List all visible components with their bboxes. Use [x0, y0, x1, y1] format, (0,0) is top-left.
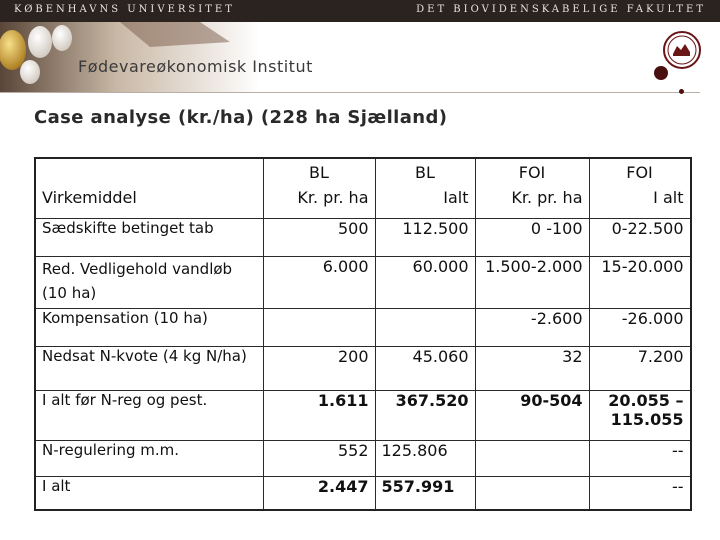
- row-label: Sædskifte betinget tab: [35, 218, 263, 256]
- faculty-name: DET BIOVIDENSKABELIGE FAKULTET: [416, 4, 706, 15]
- table-cell: 112.500: [375, 218, 475, 256]
- table-row: [35, 440, 691, 476]
- row-label: I alt før N-reg og pest.: [35, 390, 263, 440]
- top-banner: [0, 0, 720, 22]
- header-divider: [0, 92, 700, 93]
- table-row: [35, 390, 691, 440]
- table-cell: [475, 440, 589, 476]
- row-label: I alt: [35, 476, 263, 510]
- table-cell: 552: [263, 440, 375, 476]
- table-cell: 200: [263, 346, 375, 390]
- table-header-row-bottom: [35, 188, 691, 218]
- header-cell: FOI: [475, 158, 589, 188]
- row-label: N-regulering m.m.: [35, 440, 263, 476]
- header-cell: BL: [263, 158, 375, 188]
- table-row: [35, 476, 691, 510]
- university-seal-icon: [662, 30, 702, 70]
- header-cell: I alt: [589, 188, 691, 218]
- table-cell: 32: [475, 346, 589, 390]
- university-name: KØBENHAVNS UNIVERSITET: [14, 4, 235, 15]
- table-cell: 15-20.000: [589, 256, 691, 308]
- table-cell: 1.611: [263, 390, 375, 440]
- slide-title: Case analyse (kr./ha) (228 ha Sjælland): [34, 107, 448, 128]
- table-cell: 1.500-2.000: [475, 256, 589, 308]
- row-label: Red. Vedligehold vandløb (10 ha): [35, 256, 263, 308]
- header-cell: FOI: [589, 158, 691, 188]
- table-cell: [475, 476, 589, 510]
- institute-name: Fødevareøkonomisk Institut: [78, 57, 313, 76]
- table-cell: 367.520: [375, 390, 475, 440]
- table-cell: --: [589, 476, 691, 510]
- table-cell: 2.447: [263, 476, 375, 510]
- table-row: [35, 256, 691, 308]
- table-cell: 60.000: [375, 256, 475, 308]
- table-row: [35, 346, 691, 390]
- table-cell: -26.000: [589, 308, 691, 346]
- table-cell: 500: [263, 218, 375, 256]
- decor-dot-small: [679, 89, 684, 94]
- case-analysis-table: [34, 157, 692, 511]
- table-cell: [375, 308, 475, 346]
- table-cell: 7.200: [589, 346, 691, 390]
- table-cell: 0-22.500: [589, 218, 691, 256]
- table-cell: 6.000: [263, 256, 375, 308]
- row-label: Nedsat N-kvote (4 kg N/ha): [35, 346, 263, 390]
- header-cell: [35, 158, 263, 188]
- table-cell: 557.991: [375, 476, 475, 510]
- table-cell: 45.060: [375, 346, 475, 390]
- table-cell: 125.806: [375, 440, 475, 476]
- decor-dot-large: [654, 66, 668, 80]
- header-cell: Kr. pr. ha: [263, 188, 375, 218]
- table-cell: 20.055 – 115.055: [589, 390, 691, 440]
- table-cell: 90-504: [475, 390, 589, 440]
- table-header-row-top: [35, 158, 691, 188]
- table-cell: --: [589, 440, 691, 476]
- header-cell: Virkemiddel: [35, 188, 263, 218]
- table-row: [35, 218, 691, 256]
- header-cell: BL: [375, 158, 475, 188]
- table-cell: 0 -100: [475, 218, 589, 256]
- table-cell: -2.600: [475, 308, 589, 346]
- header-cell: Kr. pr. ha: [475, 188, 589, 218]
- table-cell: [263, 308, 375, 346]
- table-row: [35, 308, 691, 346]
- header-cell: Ialt: [375, 188, 475, 218]
- row-label: Kompensation (10 ha): [35, 308, 263, 346]
